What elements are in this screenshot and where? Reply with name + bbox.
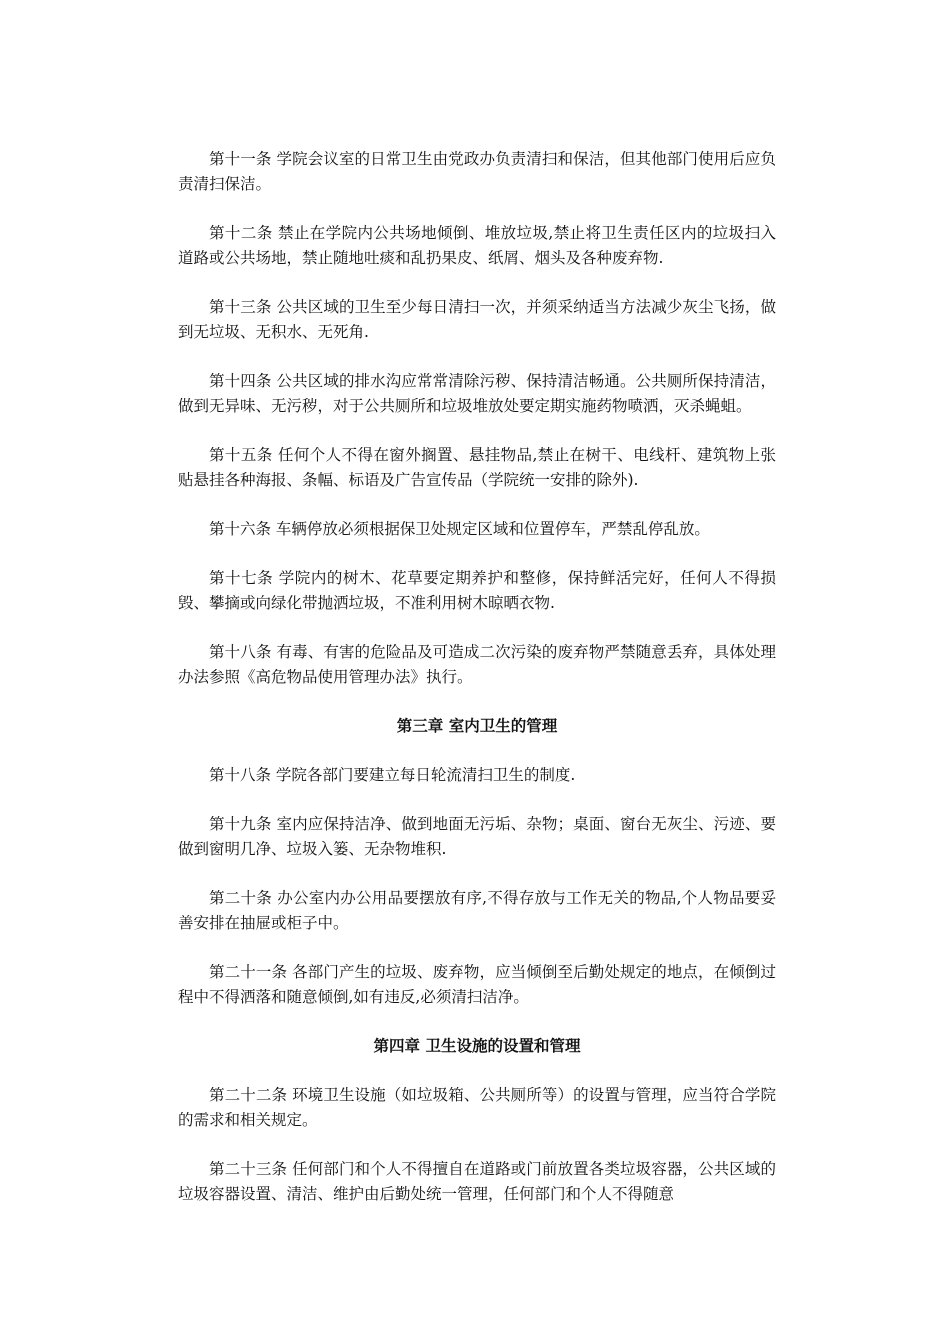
article-15: 第十五条 任何个人不得在窗外搁置、悬挂物品,禁止在树干、电线杆、建筑物上张贴悬挂各种海报、条幅、标语及广告宣传品（学院统一安排的除外).	[178, 446, 776, 489]
article-23: 第二十三条 任何部门和个人不得擅自在道路或门前放置各类垃圾容器，公共区域的垃圾容器设置、清洁、维护由后勤处统一管理，任何部门和个人不得随意	[178, 1160, 776, 1203]
article-18b: 第十八条 学院各部门要建立每日轮流清扫卫生的制度.	[209, 766, 576, 784]
chapter-3-heading: 第三章 室内卫生的管理	[396, 717, 558, 735]
article-22: 第二十二条 环境卫生设施（如垃圾箱、公共厕所等）的设置与管理，应当符合学院的需求和相关规定。	[178, 1086, 776, 1129]
article-17: 第十七条 学院内的树木、花草要定期养护和整修，保持鲜活完好，任何人不得损毁、攀摘或向绿化带抛洒垃圾，不准利用树木晾晒衣物.	[178, 569, 776, 612]
article-11: 第十一条 学院会议室的日常卫生由党政办负责清扫和保洁，但其他部门使用后应负责清扫保洁。	[178, 150, 776, 193]
article-14: 第十四条 公共区域的排水沟应常常清除污秽、保持清洁畅通。公共厕所保持清洁，做到无异味、无污秽，对于公共厕所和垃圾堆放处要定期实施药物喷洒，灭杀蝇蛆。	[178, 372, 776, 415]
article-16: 第十六条 车辆停放必须根据保卫处规定区域和位置停车，严禁乱停乱放。	[209, 520, 710, 538]
document-body	[178, 147, 776, 1231]
article-20: 第二十条 办公室内办公用品要摆放有序,不得存放与工作无关的物品,个人物品要妥善安排在抽屉或柜子中。	[178, 889, 776, 932]
article-21: 第二十一条 各部门产生的垃圾、废弃物，应当倾倒至后勤处规定的地点，在倾倒过程中不得洒落和随意倾倒,如有违反,必须清扫洁净。	[178, 963, 776, 1006]
article-13: 第十三条 公共区域的卫生至少每日清扫一次，并须采纳适当方法减少灰尘飞扬，做到无垃圾、无积水、无死角.	[178, 298, 776, 341]
article-12: 第十二条 禁止在学院内公共场地倾倒、堆放垃圾,禁止将卫生责任区内的垃圾扫入道路或公共场地，禁止随地吐痰和乱扔果皮、纸屑、烟头及各种废弃物.	[178, 224, 776, 267]
chapter-4-heading: 第四章 卫生设施的设置和管理	[373, 1037, 581, 1055]
article-18: 第十八条 有毒、有害的危险品及可造成二次污染的废弃物严禁随意丢弃，具体处理办法参照《高危物品使用管理办法》执行。	[178, 643, 776, 686]
article-19: 第十九条 室内应保持洁净、做到地面无污垢、杂物；桌面、窗台无灰尘、污迹、要做到窗明几净、垃圾入篓、无杂物堆积.	[178, 815, 776, 858]
